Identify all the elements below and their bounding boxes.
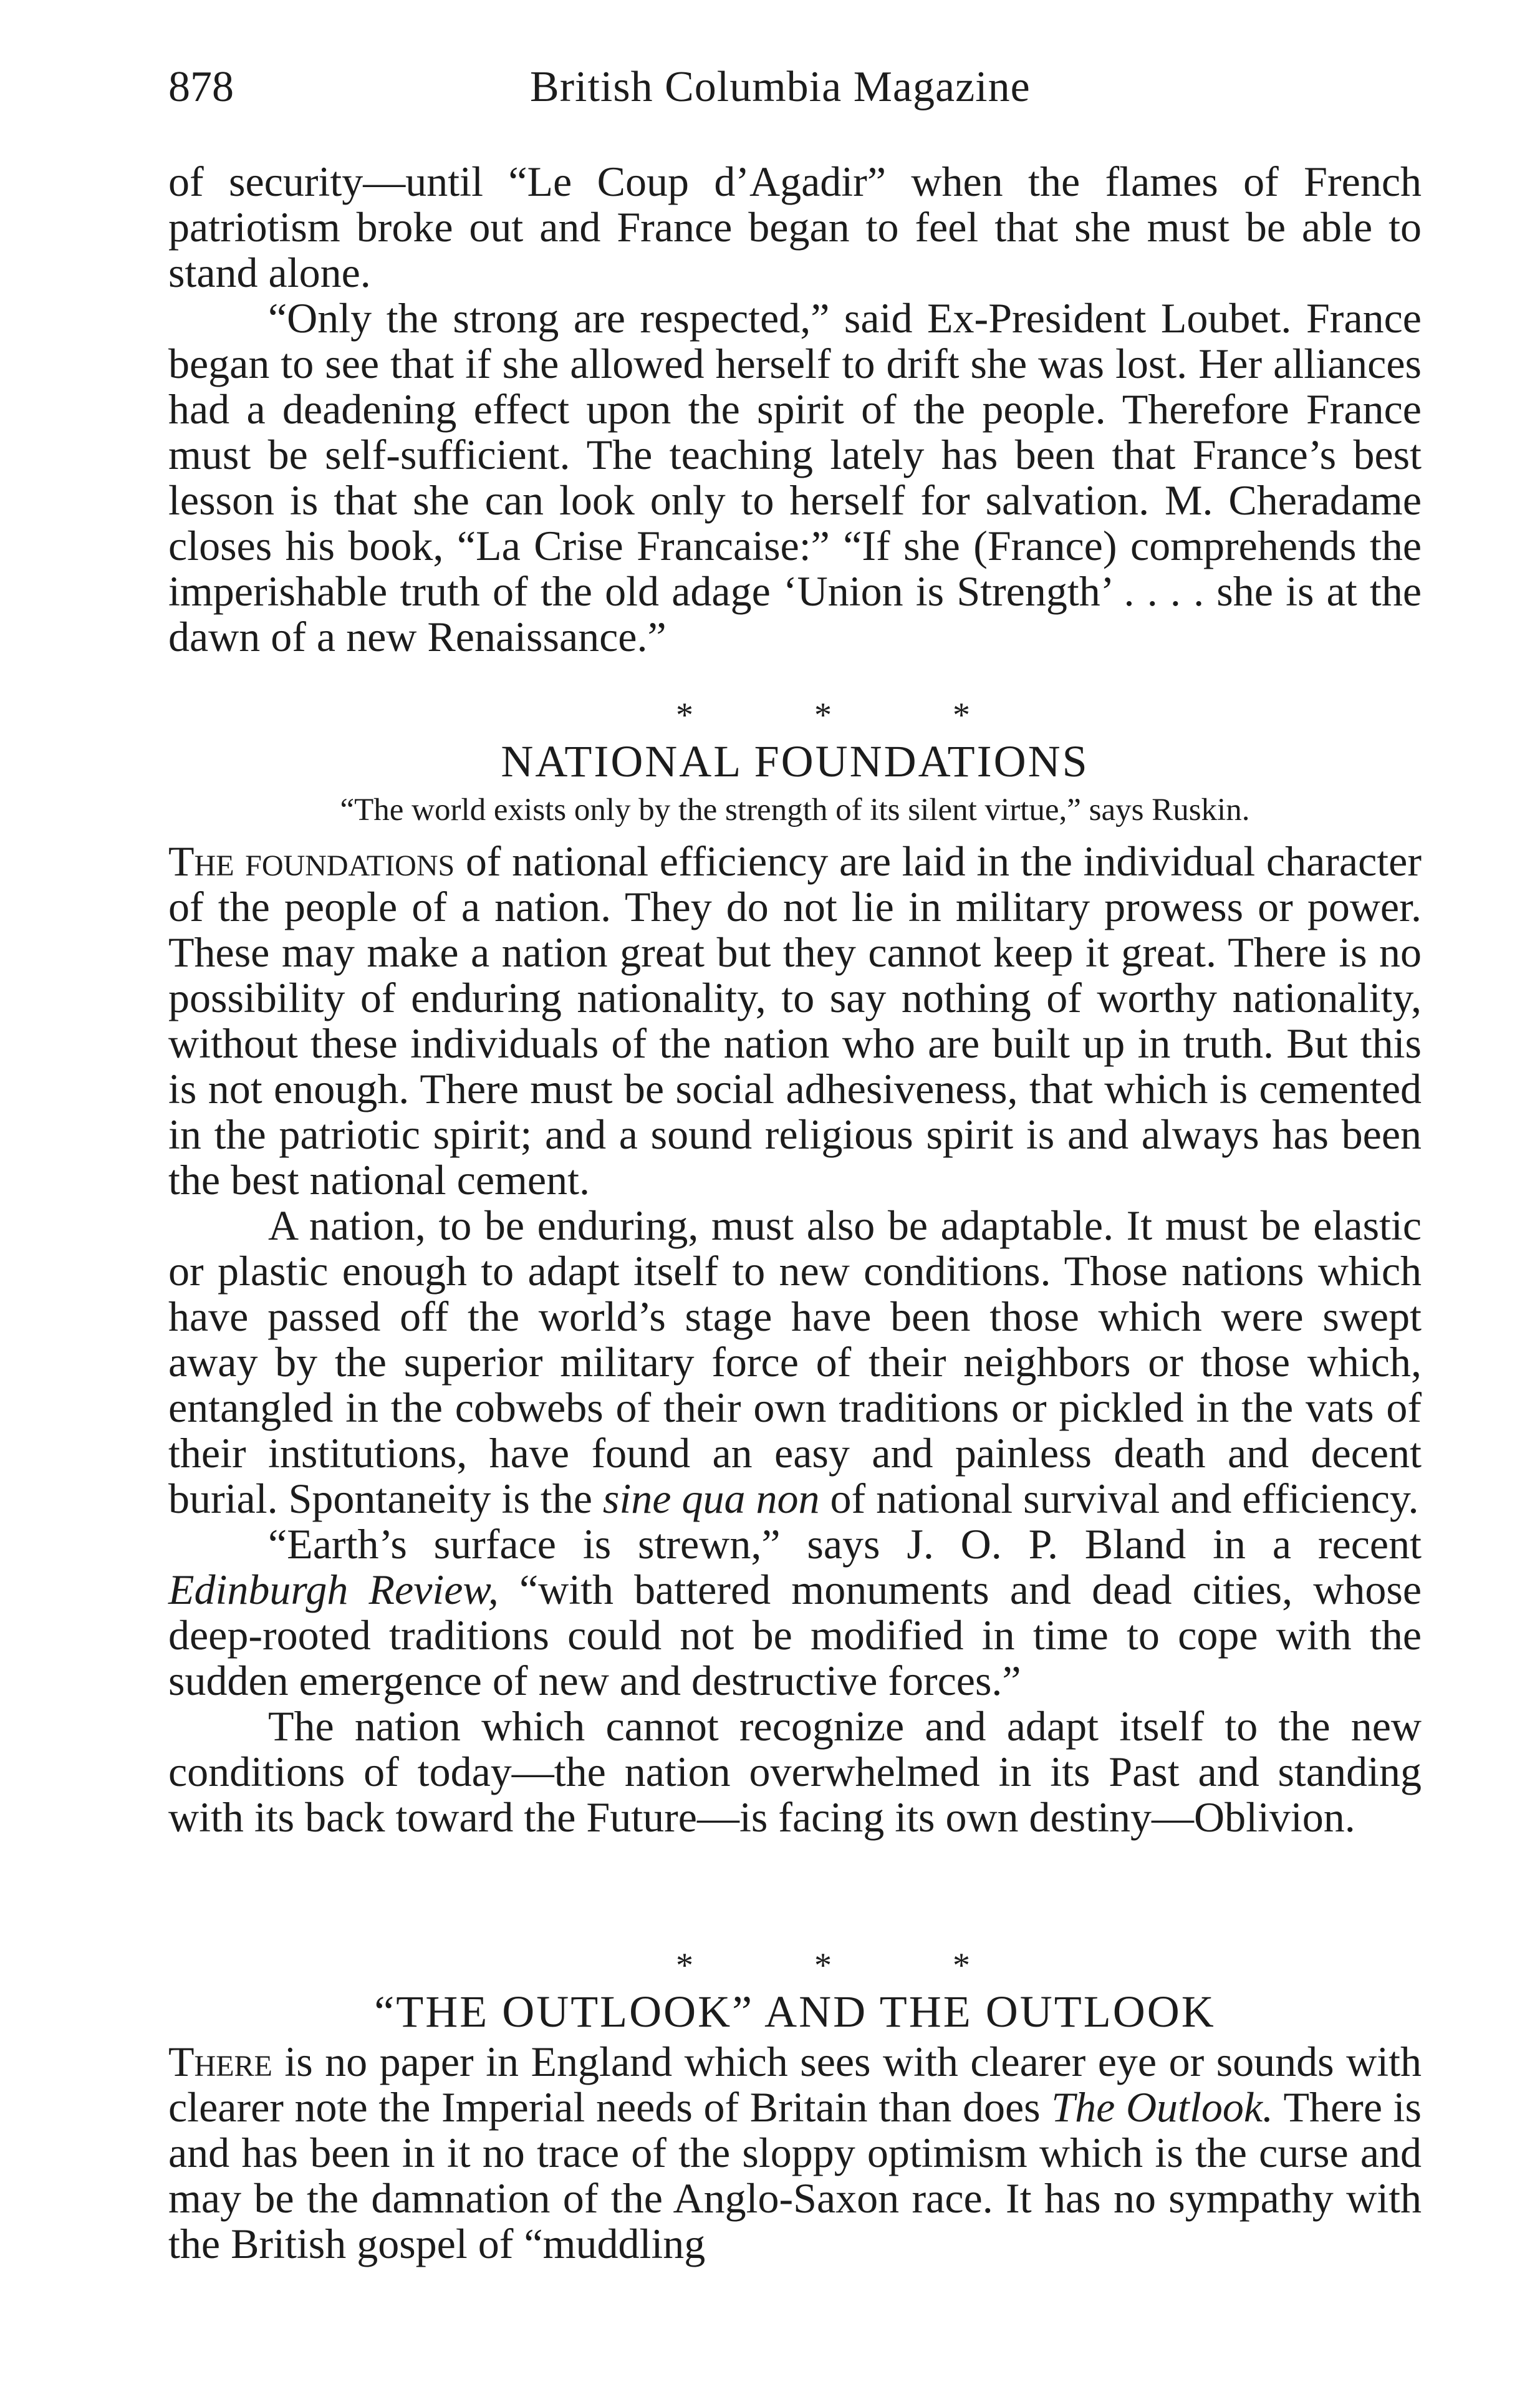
page-number: 878 — [168, 63, 234, 111]
paragraph-lead-words: The foundations — [168, 837, 455, 885]
italic-title: Edinburgh Review, — [168, 1566, 499, 1613]
intro-block — [168, 159, 1422, 660]
section-separator: * * * — [676, 696, 1026, 735]
paragraph-text: is no paper in England which sees with clearer eye or sounds with clearer note the Imperial needs of Britain than does — [168, 2038, 1422, 2131]
paragraph-text: of national efficiency are laid in the individual character of the people of a nation. They do not lie in military prowess or power. These may make a nation great but they cannot keep it great. There is no possibility of enduring nationality, to say nothing of worthy nationality, without these individuals of the nation who are built up in truth. But this is not enough. There must be social adhesiveness, that which is cemented in the patriotic spirit; and a sound religious spirit is and always has been the best national cement. — [168, 837, 1422, 1204]
foundations-paragraph-3 — [168, 1522, 1422, 1704]
section-title-national-foundations: NATIONAL FOUNDATIONS — [501, 736, 1089, 786]
section-separator-2: * * * — [676, 1946, 1026, 1985]
paragraph-text: of national survival and efficiency. — [819, 1475, 1419, 1522]
section-title-outlook: “THE OUTLOOK” AND THE OUTLOOK — [374, 1987, 1216, 2037]
paragraph-text: “Earth’s surface is strewn,” says J. O. P. Bland in a recent — [268, 1520, 1422, 1568]
foundations-paragraph-4: The nation which cannot recognize and adapt itself to the new conditions of today—the nation overwhelmed in its Past and standing with its back toward the Future—is facing its own destiny—Oblivion. — [168, 1702, 1422, 1841]
outlook-paragraph-1 — [168, 2039, 1422, 2267]
paragraph-lead-words: There — [168, 2038, 272, 2085]
section-outlook-body — [168, 2039, 1422, 2267]
epigraph-ruskin: “The world exists only by the strength of its silent virtue,” says Ruskin. — [340, 793, 1250, 827]
italic-title: The Outlook. — [1051, 2083, 1274, 2131]
paragraph-text: “with battered monuments and dead cities, whose deep-rooted traditions could not be modified in time to cope with the sudden emergence of new and destructive forces.” — [168, 1566, 1422, 1704]
running-head: British Columbia Magazine — [530, 63, 1031, 111]
italic-phrase: sine qua non — [602, 1475, 820, 1522]
intro-paragraph-2: “Only the strong are respected,” said Ex-President Loubet. France began to see that if she allowed herself to drift she was lost. Her alliances had a deadening effect upon the spirit of the people. Therefore France must be self-sufficient. The teaching lately has been that France’s best lesson is that she can look only to herself for salvation. M. Cheradame closes his book, “La Crise Francaise:” “If she (France) comprehends the imperishable truth of the old adage ‘Union is Strength’ . . . . she is at the dawn of a new Renaissance.” — [168, 294, 1422, 660]
intro-paragraph-1: of security—until “Le Coup d’Agadir” when the flames of French patriotism broke out and France began to feel that she must be able to stand alone. — [168, 158, 1422, 296]
page-header — [168, 62, 1422, 131]
foundations-paragraph-1 — [168, 839, 1422, 1203]
foundations-paragraph-2 — [168, 1203, 1422, 1522]
paragraph-text: A nation, to be enduring, must also be adaptable. It must be elastic or plastic enough to adapt itself to new conditions. Those nations which have passed off the world’s stage have been those which were swept away by the superior military force of their neighbors or those which, entangled in the cobwebs of their own traditions or pickled in the vats of their institutions, have found an easy and painless death and decent burial. Spontaneity is the — [168, 1202, 1422, 1522]
section-national-foundations-body — [168, 839, 1422, 1840]
paragraph-text: There is and has been in it no trace of the sloppy optimism which is the curse and may be the damnation of the Anglo-Saxon race. It has no sympathy with the British gospel of “muddling — [168, 2083, 1422, 2267]
